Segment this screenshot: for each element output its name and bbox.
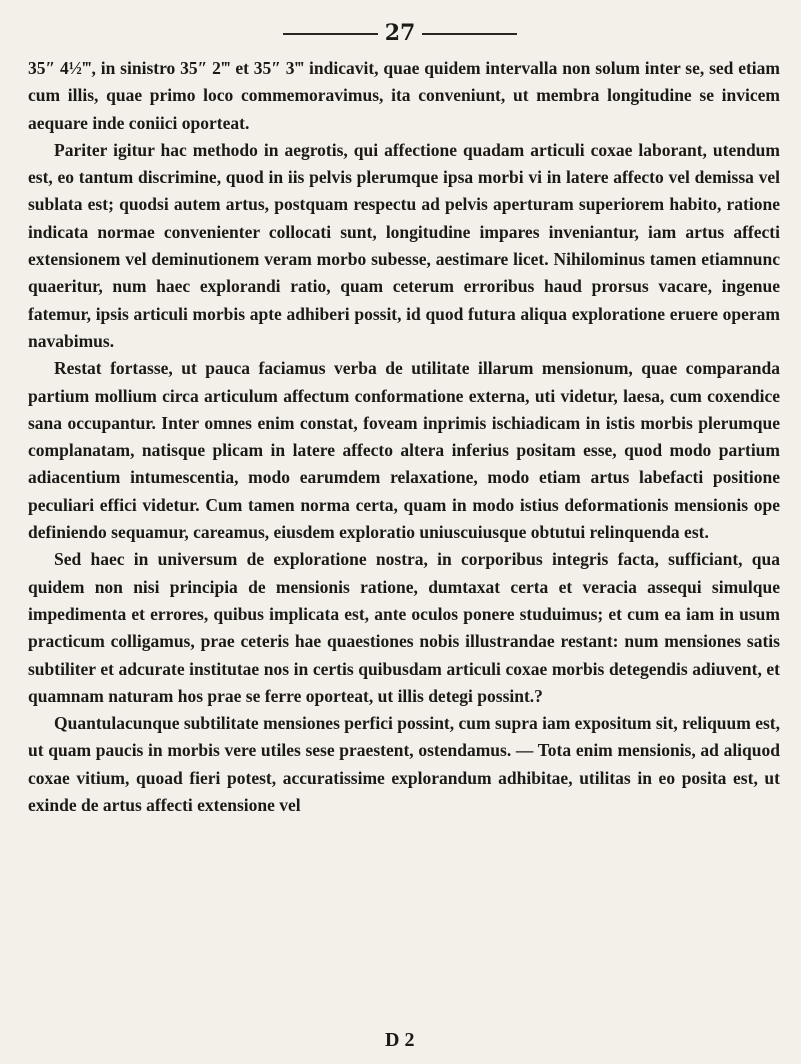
- body-text: [28, 55, 780, 819]
- paragraph-5: Quantulacunque subtilitate mensiones perfici possint, cum supra iam expositum sit, reliquum est, ut quam paucis in morbis vere utiles sese praestent, ostendamus. — Tota enim mensionis, ad aliquod coxae vitium, quoad fieri potest, accuratissime explorandum adhibitae, utilitas in eo posita est, ut exinde de artus affecti extensione vel: [28, 713, 780, 816]
- paragraph-2: Pariter igitur hac methodo in aegrotis, qui affectione quadam articuli coxae laborant, utendum est, eo tantum discrimine, quod in iis pelvis plerumque ipsa morbi vi in latere affecto vel demissa vel sublata est; quodsi autem artus, postquam respectu ad pelvis aperturam superiorem habito, ratione indicata normae convenienter collocati sunt, longitudine impares inveniantur, iam artus affecti extensionem vel deminutionem veram morbo subesse, aestimare licet. Nihilominus tamen etiamnunc quaeritur, num haec explorandi ratio, quam ceterum erroribus haud prorsus vacare, ingenue fatemur, ipsis articuli morbis apte adhiberi possit, id quod futura aliqua exploratione eruere operam navabimus.: [28, 139, 780, 351]
- header-rule-right: [422, 33, 517, 35]
- paragraph-4: Sed haec in universum de exploratione nostra, in corporibus integris facta, sufficiant, qua quidem non nisi principia de mensionis ratione, dumtaxat certa et veracia assequi simulque impedimenta et errores, quibus implicata est, ante oculos ponere studuimus; et cum ea iam in usum practicum colligamus, prae ceteris hae quaestiones nobis illustrandae restant: num mensiones satis subtiliter et adcurate institutae nos in certis quibusdam articuli coxae morbis detegendis adiuvent, et quamnam naturam hos prae se ferre oporteat, ut illis detegi possint.?: [28, 549, 780, 706]
- paragraph-3: Restat fortasse, ut pauca faciamus verba de utilitate illarum mensionum, quae comparanda partium mollium circa articulum affectum conformatione externa, uti videtur, laesa, cum coxendice sana occupantur. Inter omnes enim constat, foveam inprimis ischiadicam in istis morbis plerumque complanatam, natisque plicam in latere affecto altera inferius positam esse, quod modo partium adiacentium intumescentia, modo earumdem relaxatione, modo etiam artus labefacti positione peculiari effici videtur. Cum tamen norma certa, quam in modo istius deformationis mensionis ope definiendo sequamur, careamus, eiusdem exploratio uniuscuiusque obtutui relinquenda est.: [28, 358, 780, 543]
- page-number: 27: [384, 20, 416, 46]
- paragraph-1: 35″ 4½‴, in sinistro 35″ 2‴ et 35″ 3‴ indicavit, quae quidem intervalla non solum inter se, sed etiam cum illis, quae primo loco commemoravimus, ita conveniunt, ut membra longitudine se invicem aequare inde coniici oporteat.: [28, 58, 780, 133]
- header-rule-left: [283, 33, 378, 35]
- signature-mark: D 2: [385, 1029, 415, 1051]
- page-header: [0, 18, 801, 48]
